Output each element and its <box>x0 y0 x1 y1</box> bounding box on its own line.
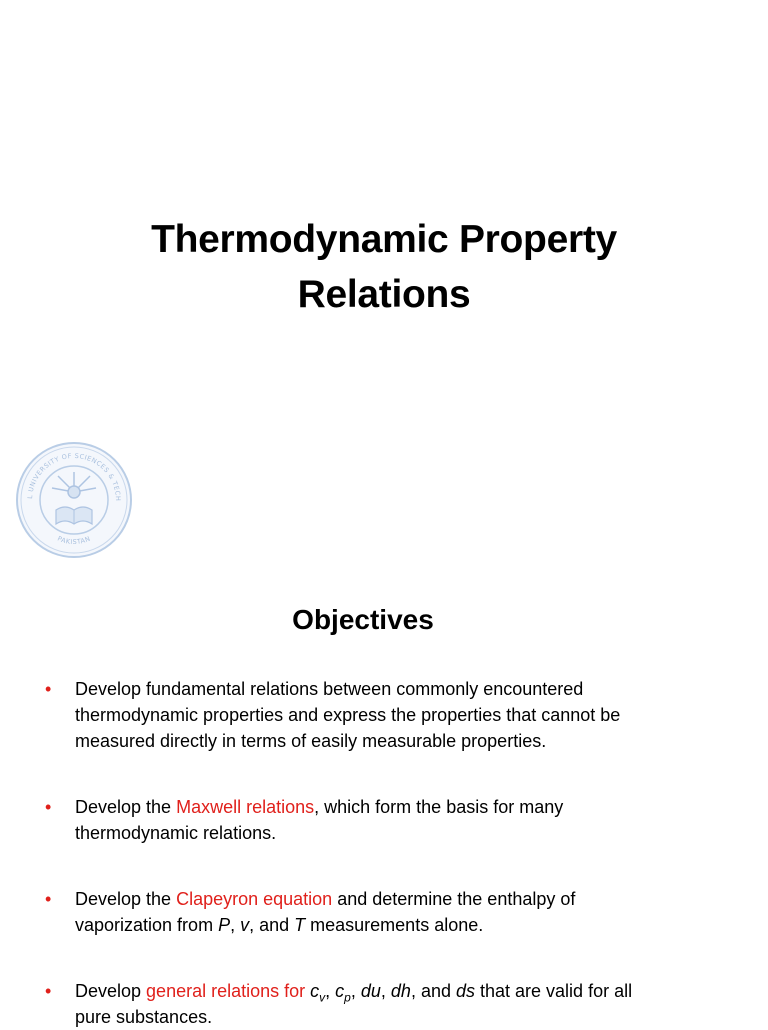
bullet-icon: • <box>45 981 52 1001</box>
general-relations-highlight: general relations for <box>146 981 311 1001</box>
bullet-icon: • <box>45 797 52 817</box>
slide-title <box>60 212 708 322</box>
title-line-2: Relations <box>297 273 471 316</box>
list-item: • Develop fundamental relations between commonly encountered thermodynamic properties and express the properties that cannot be measured directly in terms of easily measurable properties. <box>75 676 715 754</box>
svg-text:NATIONAL UNIVERSITY OF SCIENCE: L UNIVERSITY OF SCIENCES & TECH <box>25 451 123 502</box>
bullet-icon: • <box>45 889 52 909</box>
bullet-icon: • <box>45 679 52 699</box>
list-item: • Develop the Clapeyron equation and determine the enthalpy of vaporization from P, v, and T measurements alone. <box>75 886 715 938</box>
svg-text:PAKISTAN: PAKISTAN <box>56 534 92 547</box>
maxwell-relations-highlight: Maxwell relations <box>176 797 315 817</box>
title-line-1: Thermodynamic Property <box>151 218 617 261</box>
objectives-heading: Objectives <box>292 604 434 635</box>
university-seal-icon <box>14 440 134 560</box>
clapeyron-equation-highlight: Clapeyron equation <box>176 889 333 909</box>
list-item: • Develop general relations for $c_v$, $c_p$, du, dh, and ds that are valid for all pure substances. <box>75 978 715 1030</box>
list-item: • Develop the Maxwell relations, which form the basis for many thermodynamic relations. <box>75 794 715 846</box>
